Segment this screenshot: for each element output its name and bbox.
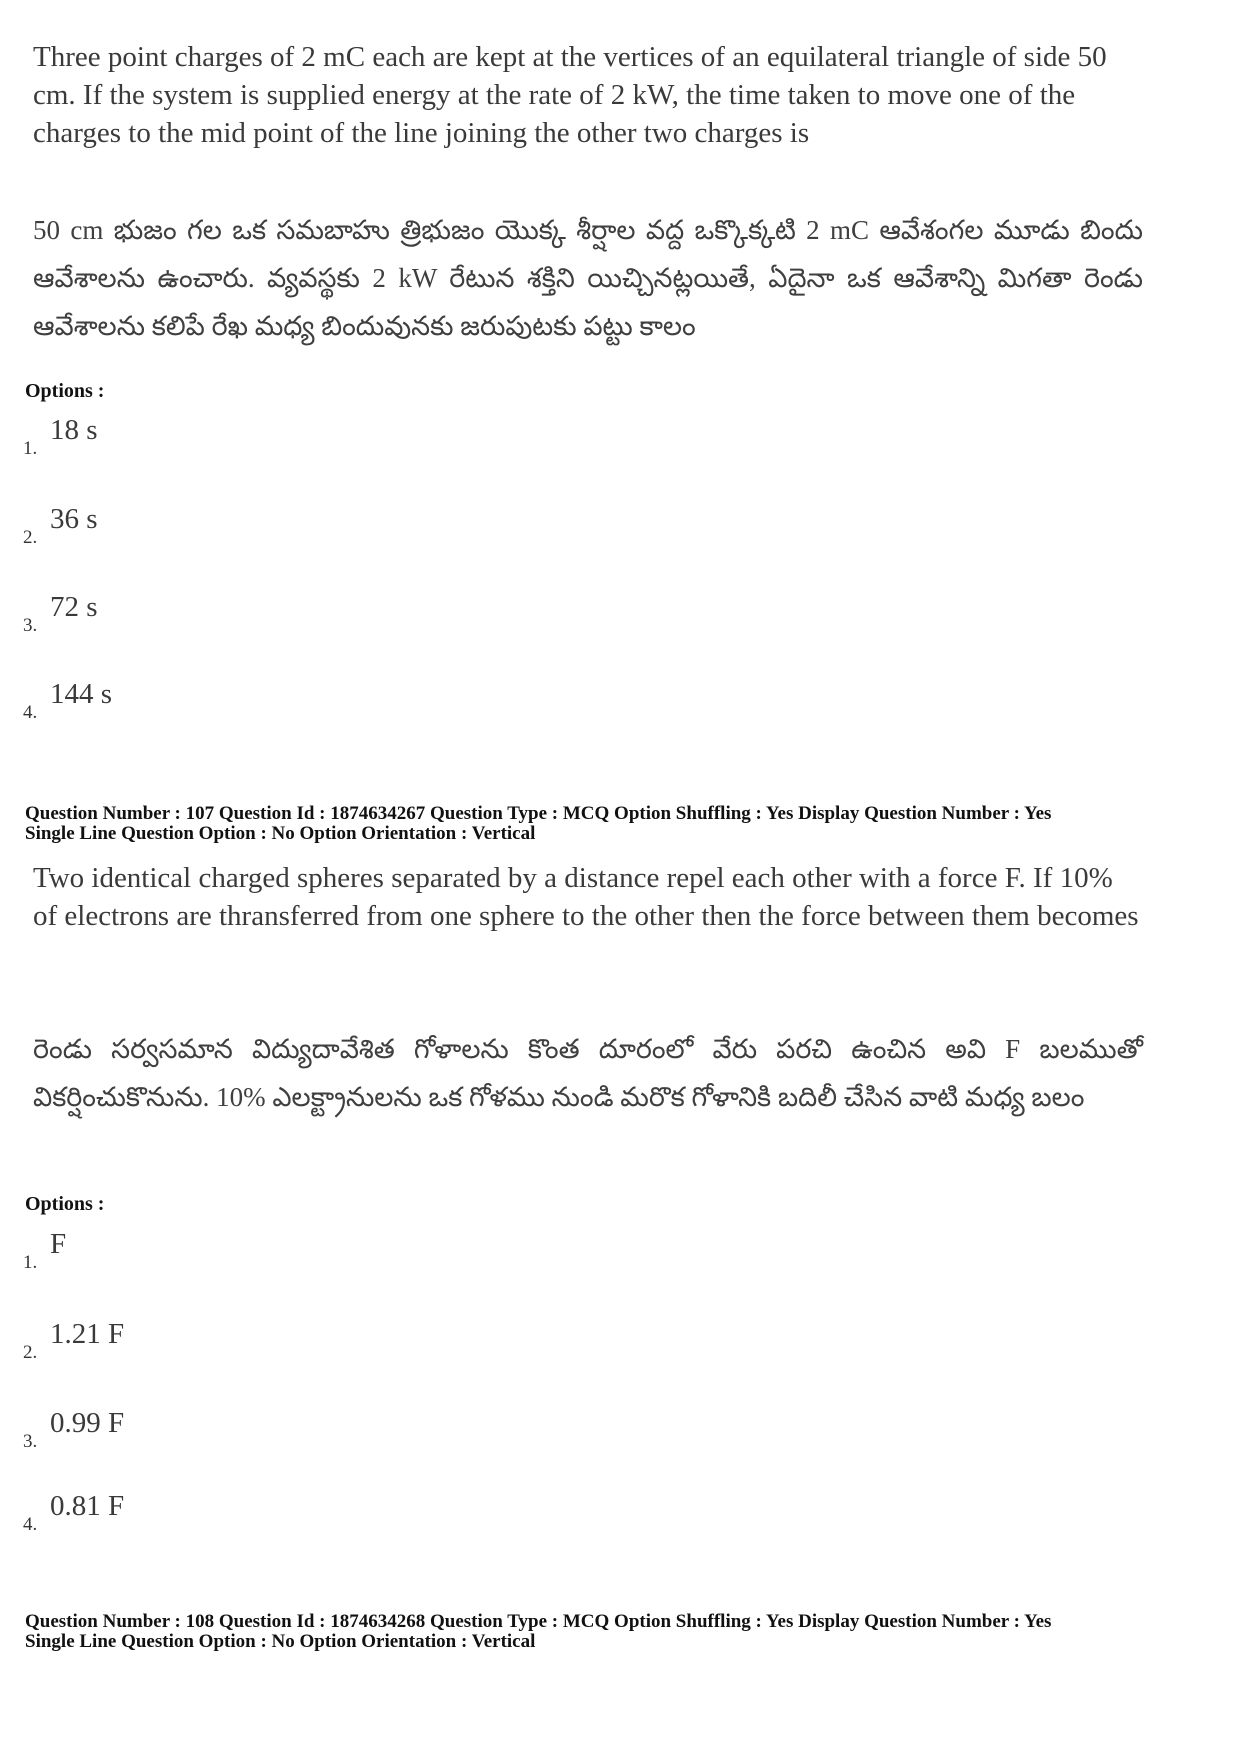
options-label: Options : xyxy=(25,1193,105,1215)
option-number: 2. xyxy=(23,527,38,548)
question-text-english: Three point charges of 2 mC each are kept at the vertices of an equilateral triangle of side 50 cm. If the system is supplied energy at the rate of 2 kW, the time taken to move one of the charges to the mid point of the line joining the other two charges is xyxy=(33,41,1107,149)
option-2[interactable] xyxy=(23,503,323,563)
option-1[interactable] xyxy=(23,414,323,474)
option-text: F xyxy=(50,1228,67,1260)
options-label: Options : xyxy=(25,380,105,402)
option-number: 4. xyxy=(23,1514,38,1535)
option-3[interactable] xyxy=(23,1407,323,1467)
option-number: 3. xyxy=(23,1431,38,1452)
option-text: 1.21 F xyxy=(50,1318,125,1350)
option-number: 2. xyxy=(23,1342,38,1363)
option-text: 18 s xyxy=(50,414,98,446)
option-text: 36 s xyxy=(50,503,98,535)
question-text-telugu: 50 cm భుజం గల ఒక సమబాహు త్రిభుజం యొక్క శీర్షాల వద్ద ఒక్కొక్కటి 2 mC ఆవేశంగల మూడు బిందు ఆవేశాలను ఉంచారు. వ్యవస్థకు 2 kW రేటున శక్తిని యిచ్చినట్లయితే, ఏదైనా ఒక ఆవేశాన్ని మిగతా రెండు ఆవేశాలను కలిపే రేఖ మధ్య బిందువునకు జరుపుటకు పట్టు కాలం xyxy=(33,215,1143,341)
option-1[interactable] xyxy=(23,1228,323,1288)
option-number: 3. xyxy=(23,615,38,636)
option-number: 4. xyxy=(23,702,38,723)
question-text-english: Two identical charged spheres separated by a distance repel each other with a force F. If 10% of electrons are thransferred from one sphere to the other then the force between them becomes xyxy=(33,862,1139,932)
option-text: 144 s xyxy=(50,678,113,710)
question-meta-line1: Question Number : 108 Question Id : 1874634268 Question Type : MCQ Option Shuffling : Yes Display Question Number : Yes xyxy=(25,1611,1052,1632)
question-meta-line2: Single Line Question Option : No Option Orientation : Vertical xyxy=(25,823,536,844)
question-meta-line1: Question Number : 107 Question Id : 1874634267 Question Type : MCQ Option Shuffling : Yes Display Question Number : Yes xyxy=(25,803,1052,824)
option-4[interactable] xyxy=(23,678,323,738)
option-text: 0.99 F xyxy=(50,1407,125,1439)
option-number: 1. xyxy=(23,1252,38,1273)
option-3[interactable] xyxy=(23,591,323,651)
option-4[interactable] xyxy=(23,1490,323,1550)
question-meta-line2: Single Line Question Option : No Option Orientation : Vertical xyxy=(25,1631,536,1652)
option-text: 0.81 F xyxy=(50,1490,125,1522)
option-2[interactable] xyxy=(23,1318,323,1378)
option-text: 72 s xyxy=(50,591,98,623)
option-number: 1. xyxy=(23,438,38,459)
question-text-telugu: రెండు సర్వసమాన విద్యుదావేశిత గోళాలను కొంత దూరంలో వేరు పరచి ఉంచిన అవి F బలముతో వికర్షించుకొనును. 10% ఎలక్ట్రానులను ఒక గోళము నుండి మరొక గోళానికి బదిలీ చేసిన వాటి మధ్య బలం xyxy=(33,1034,1143,1112)
